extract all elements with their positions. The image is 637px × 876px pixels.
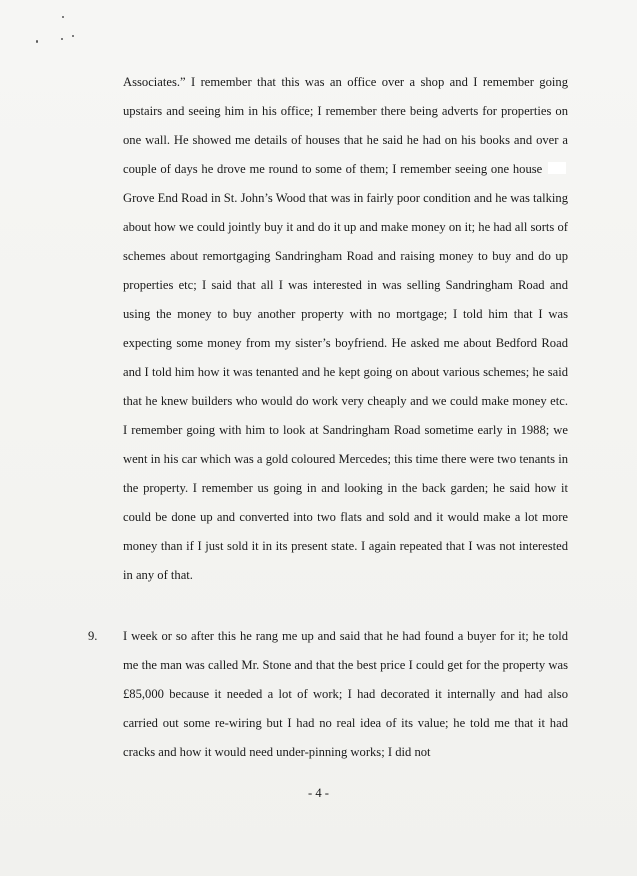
redaction-box bbox=[548, 162, 566, 174]
scan-speck bbox=[61, 38, 63, 40]
paragraph-text-start: Associates.” I remember that this was an office over a shop and I remember going upstairs and seeing him in his office; I remember there being adverts for properties on one wall. He showed me details of houses that he said he had on his books and over a couple of days he drove me round to some of them; I remember seeing one house bbox=[123, 75, 568, 176]
page-number: - 4 - bbox=[308, 786, 329, 800]
paragraph-text-end: Grove End Road in St. John’s Wood that was in fairly poor condition and he was talking about how we could jointly buy it and do it up and make money on it; he had all sorts of schemes about remortgaging Sandringham Road and raising money to buy and do up properties etc; I said that all I was interested in was selling Sandringham Road and using the money to buy another property with no mortgage; I told him that I was expecting some money from my sister’s boyfriend. He asked me about Bedford Road and I told him how it was tenanted and he kept going on about various schemes; he said that he knew builders who would do work very cheaply and we could make money etc. I remember going with him to look at Sandringham Road sometime early in 1988; we went in his car which was a gold coloured Mercedes; this time there were two tenants in the property. I remember us going in and looking in the back garden; he said how it could be done up and converted into two flats and sold and it would make a lot more money than if I just sold it in its present state. I again repeated that I was not interested in any of that. bbox=[123, 191, 568, 582]
paragraph-9: I week or so after this he rang me up and said that he had found a buyer for it; he told me the man was called Mr. Stone and that the best price I could get for the property was £85,000 because it needed a lot of work; I had decorated it internally and had also carried out some re-wiring but I had no real idea of its value; he told me that it had cracks and how it would need under-pinning works; I did not bbox=[123, 629, 568, 759]
scan-speck bbox=[62, 16, 64, 18]
paragraph-number: 9. bbox=[88, 629, 98, 643]
scan-speck bbox=[36, 40, 38, 43]
paragraph-continuation bbox=[123, 68, 568, 590]
scan-speck bbox=[72, 35, 74, 37]
